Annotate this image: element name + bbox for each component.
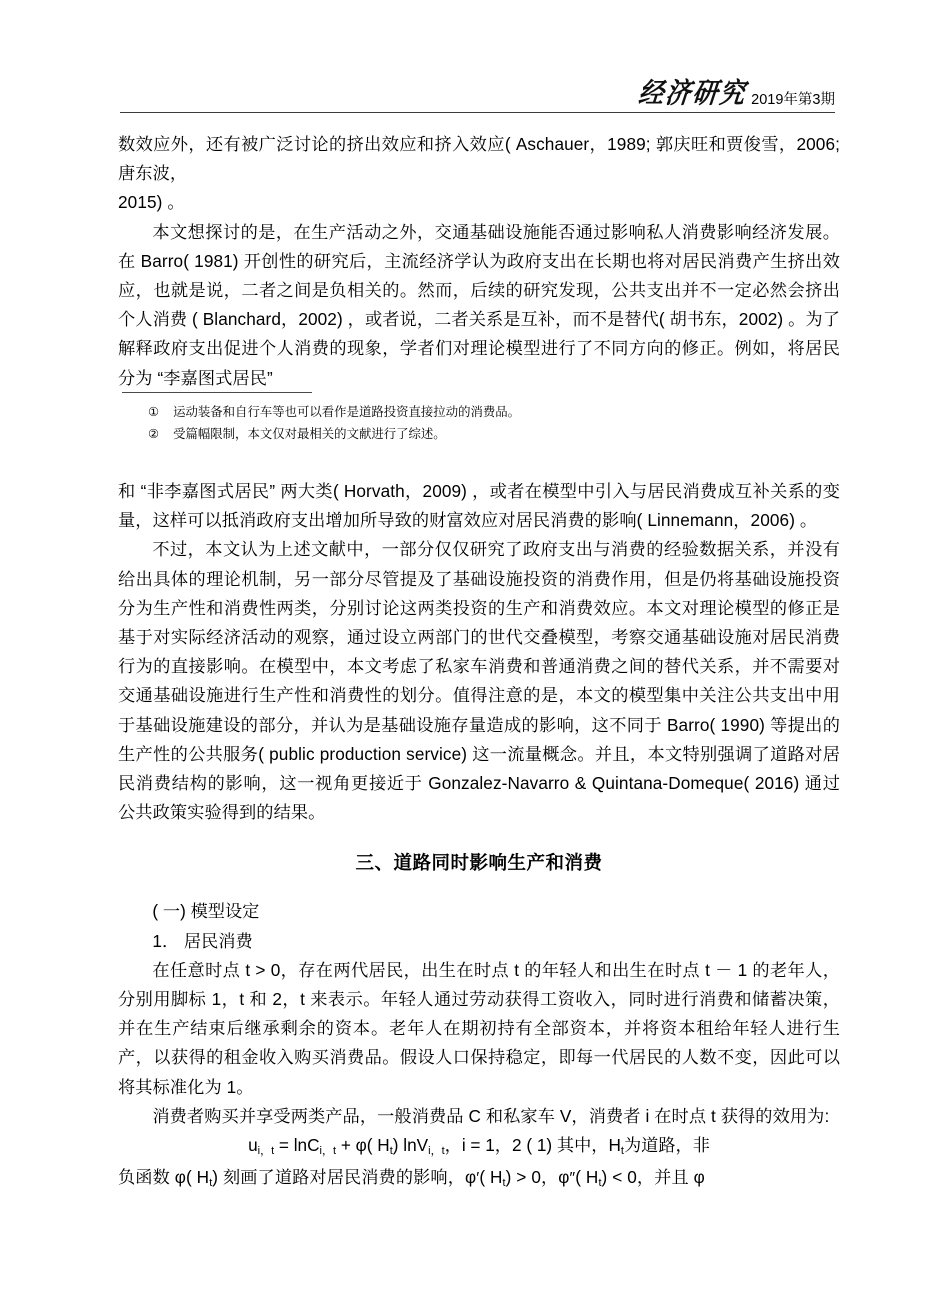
footnote-item <box>118 425 840 443</box>
equation-line <box>118 1131 840 1163</box>
followup-part-2: ) 刻画了道路对居民消费的影响，φ <box>212 1167 477 1188</box>
followup-prime-2: ″ <box>569 1170 576 1188</box>
followup-part-6: ) < 0，并且 φ <box>601 1167 705 1188</box>
footnote-separator <box>122 392 312 393</box>
subsection-heading-1: ( 一) 模型设定 <box>152 901 260 922</box>
subsection-heading-2: 1． 居民消费 <box>152 930 253 951</box>
equation-phi-arg-subscript: t <box>389 1144 393 1157</box>
running-head <box>120 72 835 114</box>
equation-phi-arg-open: ( H <box>366 1135 390 1156</box>
footnote-marker: ① <box>148 405 160 419</box>
paragraph-utility-intro: 消费者购买并享受两类产品，一般消费品 C 和私家车 V，消费者 i 在时点 t 获得的效用为: <box>152 1105 830 1126</box>
footnote-block <box>118 392 840 447</box>
followup-subscript-1: t <box>209 1177 213 1190</box>
equation-number: ( 1) <box>526 1135 553 1156</box>
body-lower <box>118 477 840 1195</box>
equation-term-v: V <box>416 1135 429 1156</box>
section-heading: 三、道路同时影响生产和消费 <box>355 852 603 874</box>
paragraph-model-setup: 在任意时点 t > 0，存在两代居民，出生在时点 t 的年轻人和出生在时点 t － 1 的老年人，分别用脚标 1，t 和 2，t 来表示。年轻人通过劳动获得工资收入，同时进行消费和储蓄决策，并在生产结束后继承剩余的资本。老年人在期初持有全部资本，并将资本租给年轻人进行生产，以获得的租金收入购买消费品。假设人口保持稳定，即每一代居民的人数不变，因此可以将其标准化为 1。 <box>118 959 840 1097</box>
followup-part-3: ( H <box>479 1167 503 1188</box>
journal-logo: 经济研究 <box>637 78 749 110</box>
issue-label: 2019年第3期 <box>751 91 835 108</box>
paragraph-continued: 数效应外，还有被广泛讨论的挤出效应和挤入效应( Aschauer，1989; 郭庆旺和贾俊雪，2006; 唐东波， <box>118 134 840 184</box>
running-head-content <box>120 72 835 108</box>
equation-trailing-text-2: 为道路，非 <box>623 1135 710 1156</box>
followup-prime-1: ′ <box>476 1170 480 1188</box>
equation-lhs-subscript: i，t <box>257 1144 275 1157</box>
equation-term-c: C <box>307 1135 320 1156</box>
footnote-item <box>118 403 840 421</box>
paragraph-intro: 本文想探讨的是，在生产活动之外，交通基础设施能否通过影响私人消费影响经济发展。在 Barro( 1981) 开创性的研究后，主流经济学认为政府支出在长期也将对居民消费产生挤出效应，也就是说，二者之间是负相关的。然而，后续的研究发现，公共支出并不一定必然会挤出个人消费 ( Blanchard，2002) ，或者说，二者关系是互补，而不是替代( 胡书东，2002) 。为了解释政府支出促进个人消费的现象，学者们对理论模型进行了不同方向的修正。例如，将居民分为 “李嘉图式居民” <box>118 221 840 388</box>
equation-trailing-text: 其中，H <box>556 1135 621 1156</box>
footnote-marker: ② <box>148 427 160 441</box>
equation-tail: ，i = 1，2 <box>444 1135 522 1156</box>
equation-term-v-subscript: i，t <box>428 1144 445 1157</box>
footnote-text: 运动装备和自行车等也可以看作是道路投资直接拉动的消费品。 <box>173 405 521 419</box>
followup-part-4: ) > 0，φ <box>505 1167 570 1188</box>
followup-subscript-2: t <box>502 1177 506 1190</box>
body-upper <box>118 130 840 393</box>
running-head-rule <box>120 112 835 113</box>
paragraph-equation-followup <box>118 1163 840 1195</box>
equation-phi: φ <box>355 1135 367 1156</box>
footnote-text: 受篇幅限制，本文仅对最相关的文献进行了综述。 <box>173 427 446 441</box>
followup-part-1: 负函数 φ( H <box>118 1167 210 1188</box>
paragraph-literature-a: 和 “非李嘉图式居民” 两大类( Horvath，2009) ，或者在模型中引入与居民消费成互补关系的变量，这样可以抵消政府支出增加所导致的财富效应对居民消费的影响( Linnemann，2006) 。 <box>118 481 840 531</box>
equation-plus: + <box>336 1135 356 1156</box>
followup-subscript-3: t <box>598 1177 602 1190</box>
paragraph-literature-b: 不过，本文认为上述文献中，一部分仅仅研究了政府支出与消费的经验数据关系，并没有给出具体的理论机制，另一部分尽管提及了基础设施投资的消费作用，但是仍将基础设施投资分为生产性和消费性两类，分别讨论这两类投资的生产和消费效应。本文对理论模型的修正是基于对实际经济活动的观察，通过设立两部门的世代交叠模型，考察交通基础设施对居民消费行为的直接影响。在模型中，本文考虑了私家车消费和普通消费之间的替代关系，并不需要对交通基础设施进行生产性和消费性的划分。值得注意的是，本文的模型集中关注公共支出中用于基础设施建设的部分，并认为是基础设施存量造成的影响，这不同于 Barro( 1990) 等提出的生产性的公共服务( public production service) 这一流量概念。并且，本文特别强调了道路对居民消费结构的影响，这一视角更接近于 Gonzalez-Navarro & Quintana-Domeque( 2016) 通过公共政策实验得到的结果。 <box>118 539 840 823</box>
equation-equals: = ln <box>274 1135 308 1156</box>
equation-trailing-subscript: t <box>620 1144 624 1157</box>
paragraph-continued-tail: 2015) 。 <box>118 192 185 213</box>
equation-lhs: u <box>248 1135 258 1156</box>
equation-phi-arg-close: ) ln <box>392 1135 417 1156</box>
equation-term-c-subscript: i，t <box>319 1144 337 1157</box>
followup-part-5: ( H <box>575 1167 599 1188</box>
